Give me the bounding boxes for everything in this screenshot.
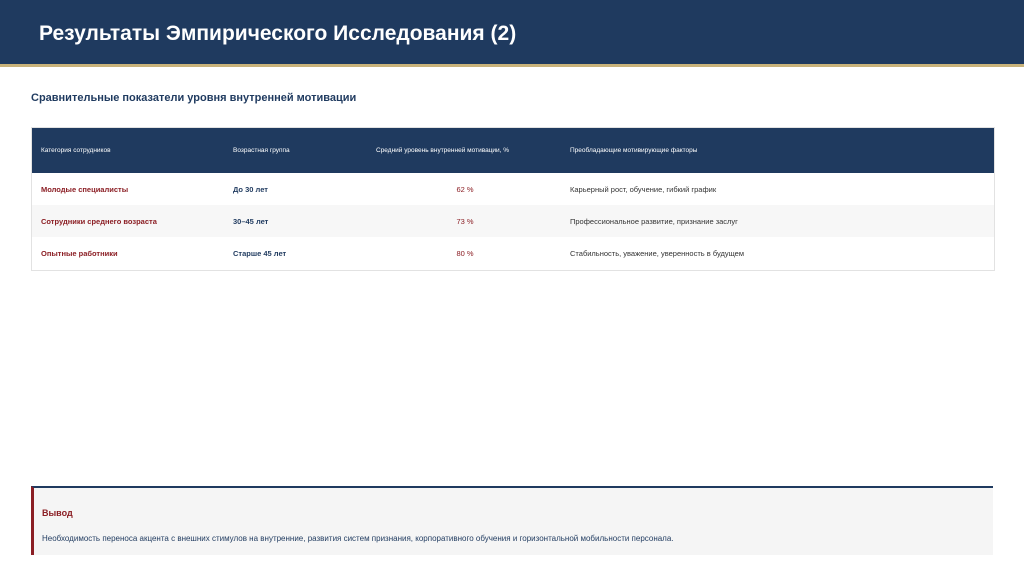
table-row (32, 173, 994, 205)
table-row (32, 205, 994, 237)
cell-motivation: 73 % (456, 217, 474, 226)
section-subtitle: Сравнительные показатели уровня внутренней мотивации (31, 92, 357, 104)
column-header-motivation: Средний уровень внутренней мотивации, % (376, 147, 510, 154)
table-row (32, 237, 994, 269)
cell-factors: Карьерный рост, обучение, гибкий график (570, 185, 717, 194)
slide-title: Результаты Эмпирического Исследования (2) (39, 22, 517, 45)
conclusion-title: Вывод (42, 508, 73, 518)
table-header-row (32, 128, 994, 173)
cell-age-group: 30–45 лет (233, 217, 269, 226)
cell-age-group: До 30 лет (233, 185, 268, 194)
cell-motivation: 80 % (456, 249, 474, 258)
cell-category: Молодые специалисты (41, 185, 129, 194)
column-header-age-group: Возрастная группа (233, 147, 290, 154)
cell-category: Сотрудники среднего возраста (41, 217, 157, 226)
column-header-category: Категория сотрудников (41, 147, 111, 154)
cell-motivation: 62 % (456, 185, 474, 194)
conclusion-box (31, 486, 993, 555)
cell-factors: Стабильность, уважение, уверенность в будущем (570, 249, 744, 258)
column-header-factors: Преобладающие мотивирующие факторы (570, 147, 698, 154)
cell-age-group: Старше 45 лет (233, 249, 287, 258)
cell-category: Опытные работники (41, 249, 118, 258)
conclusion-text: Необходимость переноса акцента с внешних стимулов на внутренние, развития систем признания, корпоративного обучения и горизонтальной мобильности персонала. (42, 534, 674, 543)
cell-factors: Профессиональное развитие, признание заслуг (570, 217, 738, 226)
motivation-table (31, 127, 995, 271)
slide-header (0, 0, 1024, 67)
